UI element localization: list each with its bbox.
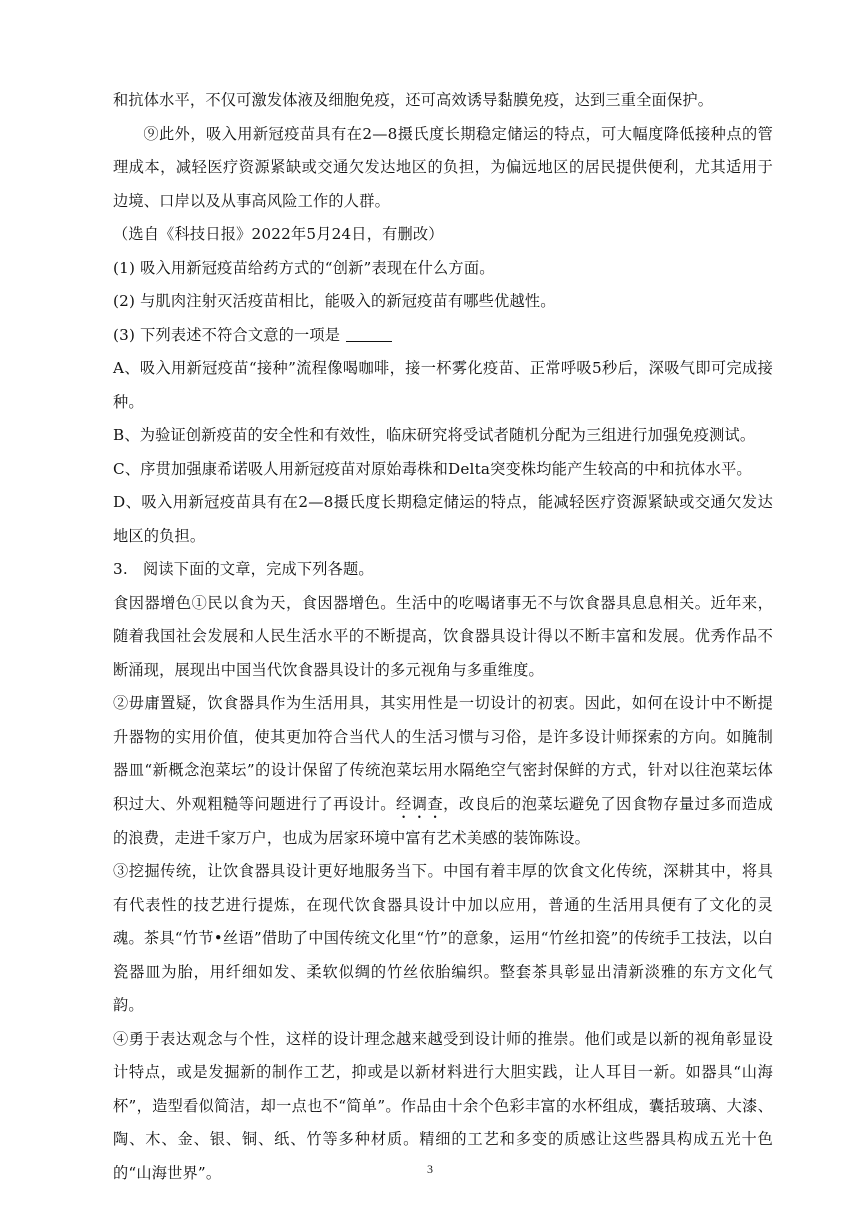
page-number: 3 — [427, 1162, 433, 1176]
source-citation: （选自《科技日报》2022年5月24日，有删改） — [113, 225, 444, 243]
question-3 — [113, 319, 773, 353]
option-d: D、吸入用新冠疫苗具有在2—8摄氏度长期稳定储运的特点，能减轻医疗资源紧缺或交通欠发达地区的负担。 — [113, 493, 773, 545]
option-c: C、序贯加强康希诺吸人用新冠疫苗对原始毒株和Delta突变株均能产生较高的中和抗体水平。 — [113, 459, 752, 478]
question-2: (2) 与肌肉注射灭活疫苗相比，能吸入的新冠疫苗有哪些优越性。 — [113, 292, 556, 310]
page-content — [113, 84, 773, 1190]
paragraph-continuation: 和抗体水平，不仅可激发体液及细胞免疫，还可高效诱导黏膜免疫，达到三重全面保护。 — [113, 91, 714, 109]
emphasized-phrase: 经调查 — [396, 794, 444, 813]
question-1: (1) 吸入用新冠疫苗给药方式的“创新”表现在什么方面。 — [113, 258, 495, 277]
article-paragraph-2 — [113, 687, 773, 855]
option-a: A、吸入用新冠疫苗“接种”流程像喝咖啡，接一杯雾化疫苗、正常呼吸5秒后，深吸气即可完成接种。 — [113, 359, 773, 411]
article-paragraph-4: ④勇于表达观念与个性，这样的设计理念越来越受到设计师的推崇。他们或是以新的视角彰显设计特点，或是发掘新的制作工艺，抑或是以新材料进行大胆实践，让人耳目一新。如器具“山海杯”，造型看似简洁，却一点也不“简单”。作品由十余个色彩丰富的水杯组成，囊括玻璃、大漆、陶、木、金、银、铜、纸、竹等多种材质。精细的工艺和多变的质感让这些器具构成五光十色的“山海世界”。 — [113, 1029, 773, 1182]
article-paragraph-2-start: ②毋庸置疑，饮食器具作为生活用具，其实用性是一切设计的初衷。因此，如何在设计中不断提升器物的实用价值，使其更加符合当代人的生活习惯与习俗，是许多设计师探索的方向。如腌制器皿“新概念泡菜坛”的设计保留了传统泡菜坛用水隔绝空气密封保鲜的方式，针对以往泡菜坛体积过大、外观粗糙等问题进行了再设计。 — [113, 694, 773, 813]
question-3-text: (3) 下列表述不符合文意的一项是 — [113, 325, 341, 344]
article-paragraph-3: ③挖掘传统，让饮食器具设计更好地服务当下。中国有着丰厚的饮食文化传统，深耕其中，将具有代表性的技艺进行提炼，在现代饮食器具设计中加以应用，普通的生活用具便有了文化的灵魂。茶具“竹节•丝语”借助了中国传统文化里“竹”的意象，运用“竹丝扣瓷”的传统手工技法，以白瓷器皿为胎，用纤细如发、柔软似绸的竹丝依胎编织。整套茶具彰显出清新淡雅的东方文化气韵。 — [113, 862, 773, 1014]
option-b: B、为验证创新疫苗的安全性和有效性，临床研究将受试者随机分配为三组进行加强免疫测试。 — [113, 426, 756, 444]
article-paragraph-2-end: ，改良后的泡菜坛避免了因食物存量过多而造成的浪费，走进千家万户，也成为居家环境中富有艺术美感的装饰陈设。 — [113, 794, 773, 847]
answer-blank — [346, 325, 392, 342]
paragraph-9: ⑨此外，吸入用新冠疫苗具有在2—8摄氏度长期稳定储运的特点，可大幅度降低接种点的管理成本，减轻医疗资源紧缺或交通欠发达地区的负担，为偏远地区的居民提供便利，尤其适用于边境、口岸以及从事高风险工作的人群。 — [113, 124, 773, 210]
section-3-heading: 3. 阅读下面的文章，完成下列各题。 — [113, 560, 374, 578]
article-paragraph-1: 食因器增色①民以食为天，食因器增色。生活中的吃喝诸事无不与饮食器具息息相关。近年来，随着我国社会发展和人民生活水平的不断提高，饮食器具设计得以不断丰富和发展。优秀作品不断涌现，展现出中国当代饮食器具设计的多元视角与多重维度。 — [113, 593, 773, 679]
